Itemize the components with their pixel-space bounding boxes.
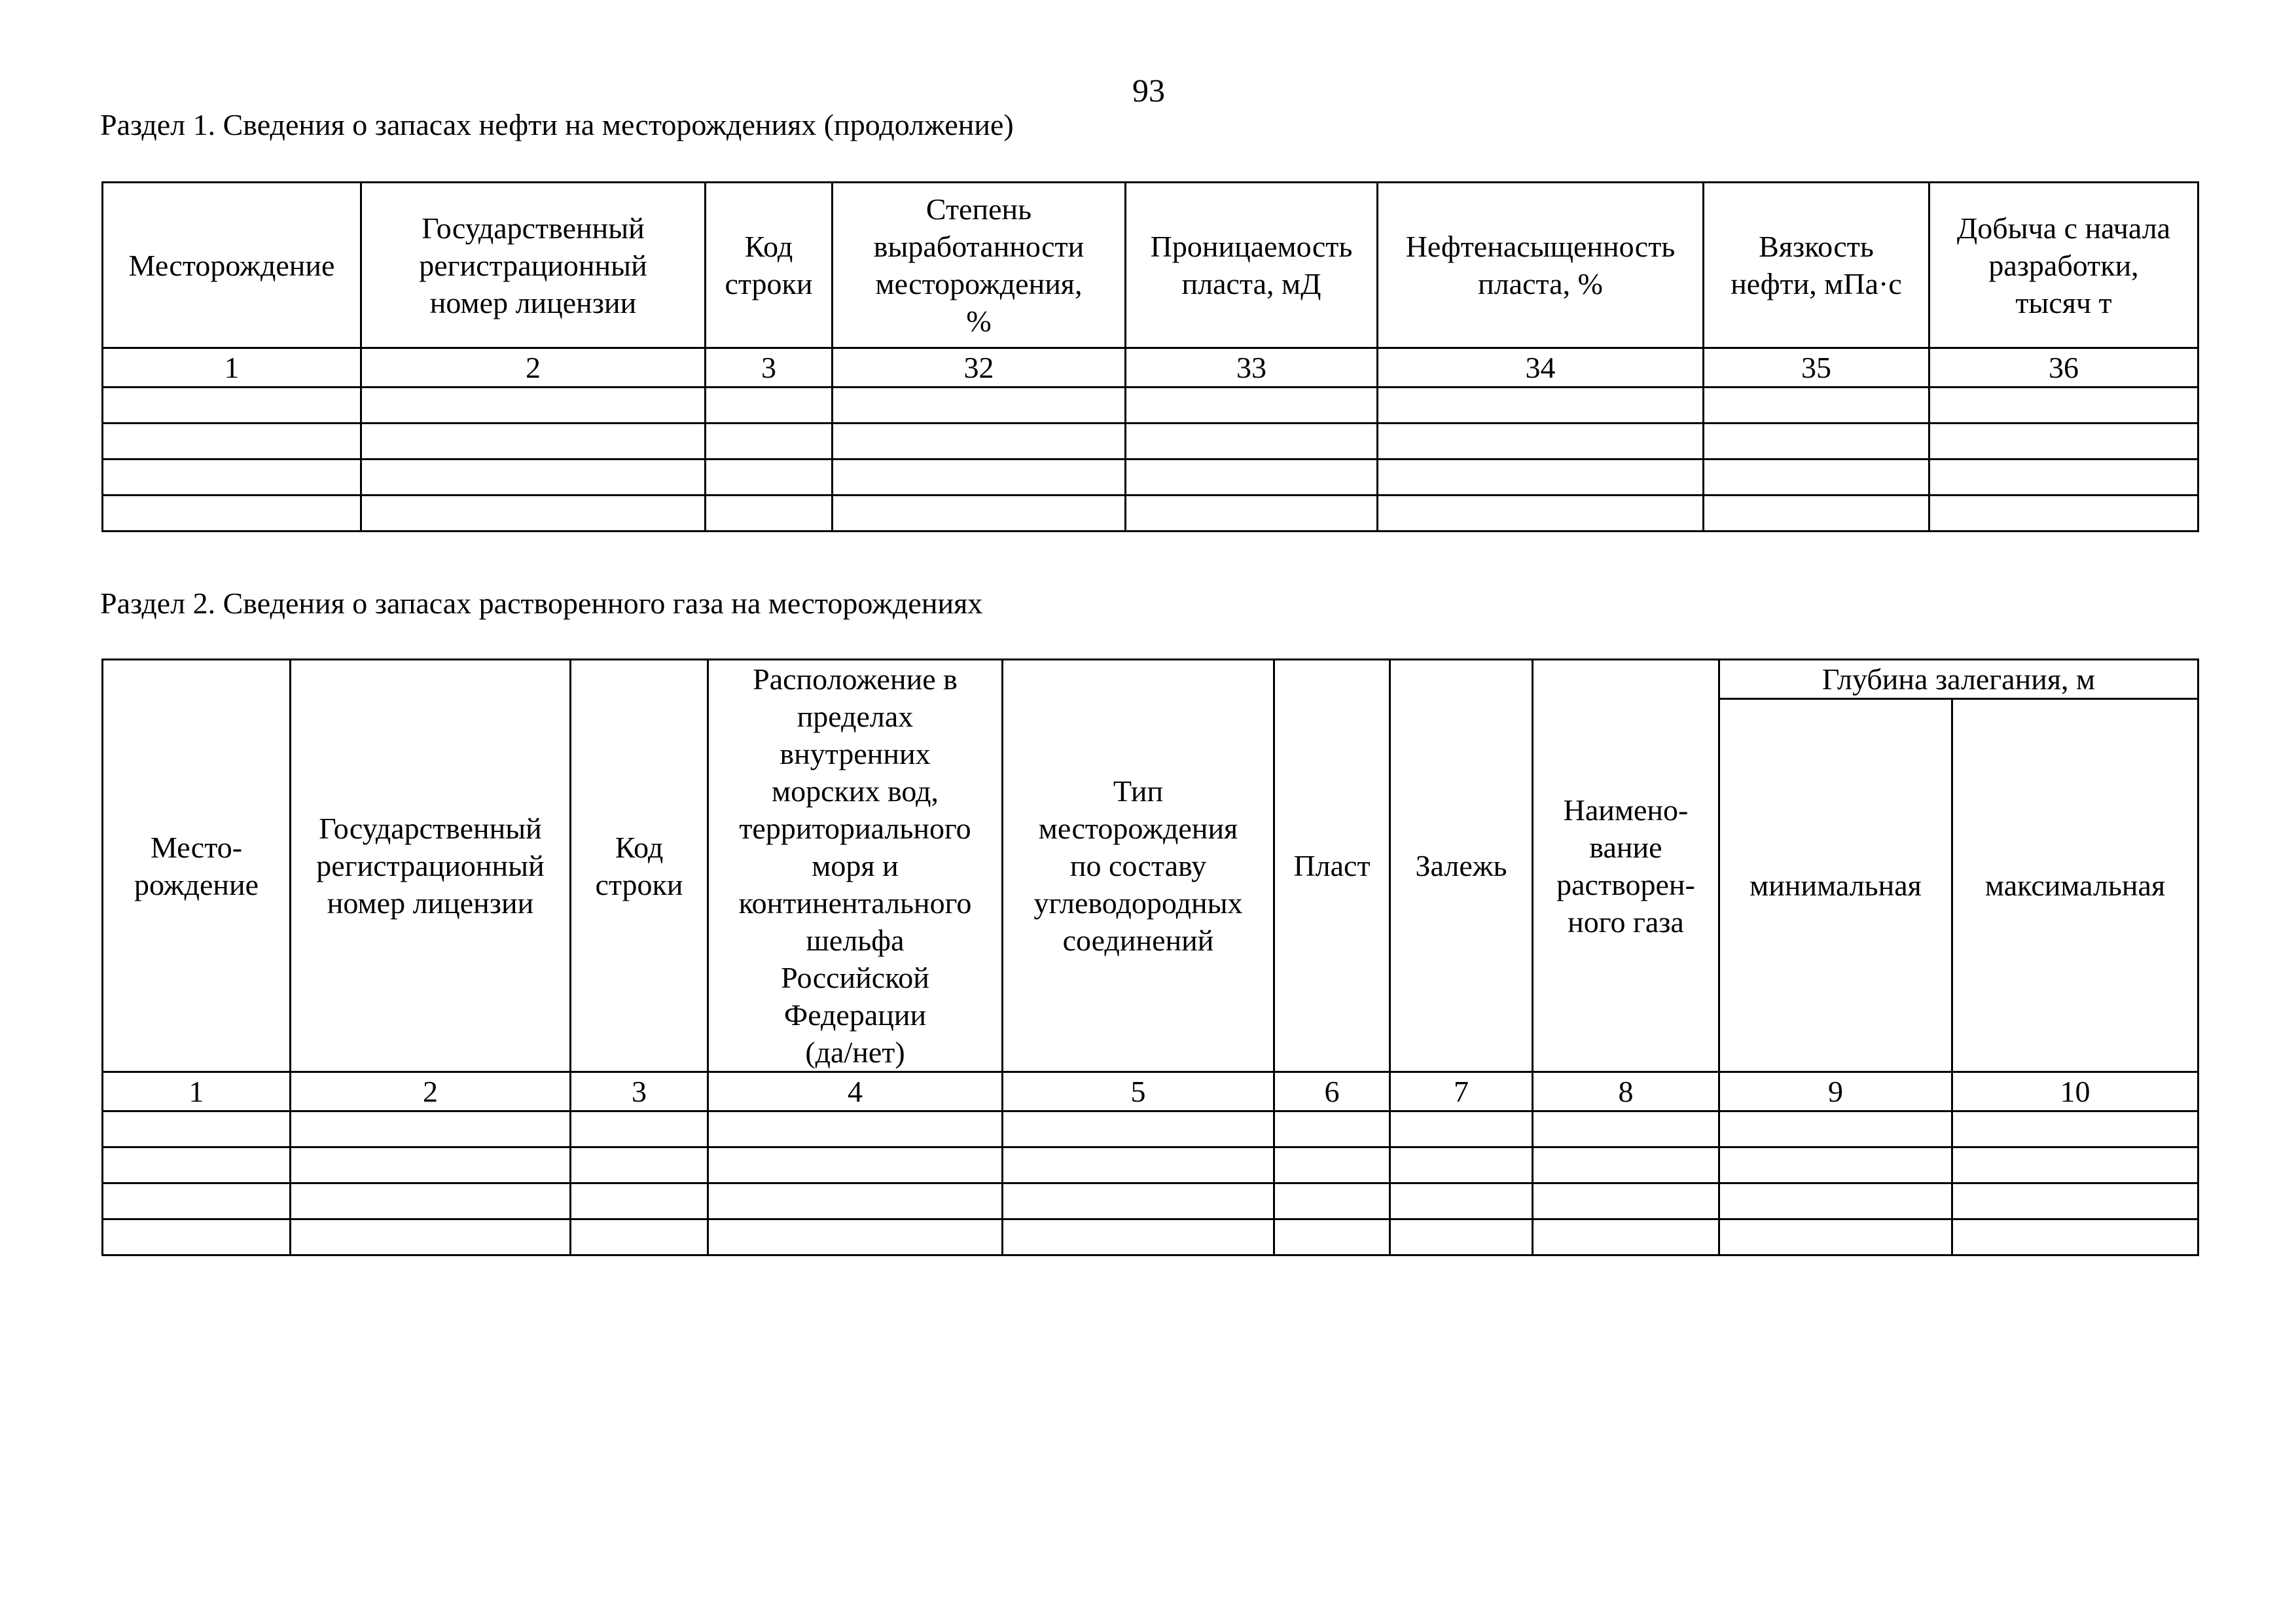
column-number-cell: 34 bbox=[1378, 348, 1704, 388]
column-number-cell: 9 bbox=[1719, 1072, 1952, 1111]
column-number-cell: 1 bbox=[103, 348, 361, 388]
column-number-cell: 10 bbox=[1952, 1072, 2198, 1111]
subheader-cell: максимальная bbox=[1952, 699, 2198, 1072]
table-cell bbox=[103, 460, 361, 496]
table-cell bbox=[1274, 1219, 1390, 1255]
column-number-cell: 1 bbox=[103, 1072, 291, 1111]
header-cell: Месторождение bbox=[103, 183, 361, 348]
table-cell bbox=[1952, 1183, 2198, 1219]
table-cell bbox=[571, 1183, 708, 1219]
table-cell bbox=[361, 496, 706, 532]
table-cell bbox=[1533, 1219, 1719, 1255]
column-number-cell: 5 bbox=[1003, 1072, 1274, 1111]
table-cell bbox=[291, 1147, 571, 1183]
table-cell bbox=[1952, 1147, 2198, 1183]
column-number-cell: 2 bbox=[361, 348, 706, 388]
table-cell bbox=[1719, 1183, 1952, 1219]
table-row bbox=[103, 1219, 2198, 1255]
table-cell bbox=[708, 1111, 1003, 1147]
table-cell bbox=[103, 424, 361, 460]
table-row bbox=[103, 460, 2198, 496]
table-cell bbox=[1274, 1183, 1390, 1219]
table-cell bbox=[1003, 1111, 1274, 1147]
column-number-cell: 3 bbox=[571, 1072, 708, 1111]
table-cell bbox=[1952, 1219, 2198, 1255]
column-number-cell: 2 bbox=[291, 1072, 571, 1111]
table-row bbox=[103, 1111, 2198, 1147]
header-row bbox=[103, 183, 2198, 348]
table-cell bbox=[708, 1183, 1003, 1219]
column-number-cell: 8 bbox=[1533, 1072, 1719, 1111]
table-cell bbox=[706, 388, 833, 424]
table-cell bbox=[1126, 496, 1378, 532]
table-cell bbox=[1378, 496, 1704, 532]
header-cell: Проницаемость пласта, мД bbox=[1126, 183, 1378, 348]
table-cell bbox=[1003, 1183, 1274, 1219]
table-cell bbox=[1390, 1183, 1533, 1219]
header-row bbox=[103, 660, 2198, 699]
header-cell: Код строки bbox=[571, 660, 708, 1072]
table-cell bbox=[291, 1183, 571, 1219]
header-cell: Код строки bbox=[706, 183, 833, 348]
table-cell bbox=[1533, 1147, 1719, 1183]
header-cell: Место- рождение bbox=[103, 660, 291, 1072]
table-cell bbox=[833, 460, 1126, 496]
section-1-title: Раздел 1. Сведения о запасах нефти на месторождениях (продолжение) bbox=[100, 108, 1014, 141]
dissolved-gas-table bbox=[101, 659, 2199, 1256]
table-cell bbox=[571, 1219, 708, 1255]
table-cell bbox=[1929, 424, 2198, 460]
table-row bbox=[103, 1183, 2198, 1219]
table-row bbox=[103, 1147, 2198, 1183]
header-cell: Нефтенасыщенность пласта, % bbox=[1378, 183, 1704, 348]
table-cell bbox=[103, 1111, 291, 1147]
header-cell: Государственный регистрационный номер лицензии bbox=[291, 660, 571, 1072]
header-cell: Вязкость нефти, мПа·с bbox=[1704, 183, 1929, 348]
table-cell bbox=[1719, 1147, 1952, 1183]
table-cell bbox=[1378, 424, 1704, 460]
table-cell bbox=[1929, 496, 2198, 532]
table-cell bbox=[1704, 388, 1929, 424]
table-cell bbox=[706, 496, 833, 532]
table-cell bbox=[1719, 1219, 1952, 1255]
table-cell bbox=[1126, 460, 1378, 496]
table-cell bbox=[1274, 1111, 1390, 1147]
table-cell bbox=[833, 424, 1126, 460]
table-cell bbox=[1126, 388, 1378, 424]
column-number-cell: 4 bbox=[708, 1072, 1003, 1111]
table-row bbox=[103, 424, 2198, 460]
header-cell: Добыча с начала разработки, тысяч т bbox=[1929, 183, 2198, 348]
table-cell bbox=[833, 496, 1126, 532]
oil-reserves-table bbox=[101, 181, 2199, 532]
table-cell bbox=[103, 496, 361, 532]
table-cell bbox=[833, 388, 1126, 424]
table-cell bbox=[361, 460, 706, 496]
table-cell bbox=[571, 1147, 708, 1183]
table-cell bbox=[708, 1147, 1003, 1183]
table-cell bbox=[1929, 388, 2198, 424]
header-cell: Степень выработанности месторождения, % bbox=[833, 183, 1126, 348]
header-cell: Пласт bbox=[1274, 660, 1390, 1072]
table-cell bbox=[1952, 1111, 2198, 1147]
table-cell bbox=[1003, 1147, 1274, 1183]
table-row bbox=[103, 388, 2198, 424]
table-cell bbox=[103, 1219, 291, 1255]
table-cell bbox=[361, 424, 706, 460]
table-row bbox=[103, 496, 2198, 532]
table-cell bbox=[1390, 1111, 1533, 1147]
group-header-cell: Глубина залегания, м bbox=[1719, 660, 2198, 699]
table-cell bbox=[1390, 1219, 1533, 1255]
table-cell bbox=[706, 460, 833, 496]
table-cell bbox=[708, 1219, 1003, 1255]
header-cell: Наимено- вание растворен- ного газа bbox=[1533, 660, 1719, 1072]
table-cell bbox=[571, 1111, 708, 1147]
table-cell bbox=[103, 1183, 291, 1219]
table-cell bbox=[1704, 424, 1929, 460]
column-number-cell: 3 bbox=[706, 348, 833, 388]
column-number-cell: 7 bbox=[1390, 1072, 1533, 1111]
column-number-cell: 36 bbox=[1929, 348, 2198, 388]
table-cell bbox=[1929, 460, 2198, 496]
table-cell bbox=[291, 1111, 571, 1147]
table-cell bbox=[103, 388, 361, 424]
table-cell bbox=[1719, 1111, 1952, 1147]
table-cell bbox=[361, 388, 706, 424]
table-cell bbox=[1704, 460, 1929, 496]
column-number-cell: 33 bbox=[1126, 348, 1378, 388]
header-cell: Залежь bbox=[1390, 660, 1533, 1072]
column-number-row bbox=[103, 1072, 2198, 1111]
table-cell bbox=[706, 424, 833, 460]
section-2-title: Раздел 2. Сведения о запасах растворенного газа на месторождениях bbox=[100, 586, 983, 620]
header-cell: Тип месторождения по составу углеводородных соединений bbox=[1003, 660, 1274, 1072]
header-cell: Расположение в пределах внутренних морских вод, территориального моря и континентального шельфа Российской Федерации (да/нет) bbox=[708, 660, 1003, 1072]
table-cell bbox=[1704, 496, 1929, 532]
table-cell bbox=[1390, 1147, 1533, 1183]
table-cell bbox=[1274, 1147, 1390, 1183]
table-cell bbox=[1003, 1219, 1274, 1255]
column-number-cell: 32 bbox=[833, 348, 1126, 388]
column-number-row bbox=[103, 348, 2198, 388]
table-cell bbox=[1378, 460, 1704, 496]
subheader-cell: минимальная bbox=[1719, 699, 1952, 1072]
table-cell bbox=[1533, 1111, 1719, 1147]
table-cell bbox=[1126, 424, 1378, 460]
header-cell: Государственный регистрационный номер лицензии bbox=[361, 183, 706, 348]
column-number-cell: 6 bbox=[1274, 1072, 1390, 1111]
table-cell bbox=[103, 1147, 291, 1183]
column-number-cell: 35 bbox=[1704, 348, 1929, 388]
page-number: 93 bbox=[1132, 72, 1165, 109]
table-cell bbox=[1378, 388, 1704, 424]
table-cell bbox=[291, 1219, 571, 1255]
table-cell bbox=[1533, 1183, 1719, 1219]
